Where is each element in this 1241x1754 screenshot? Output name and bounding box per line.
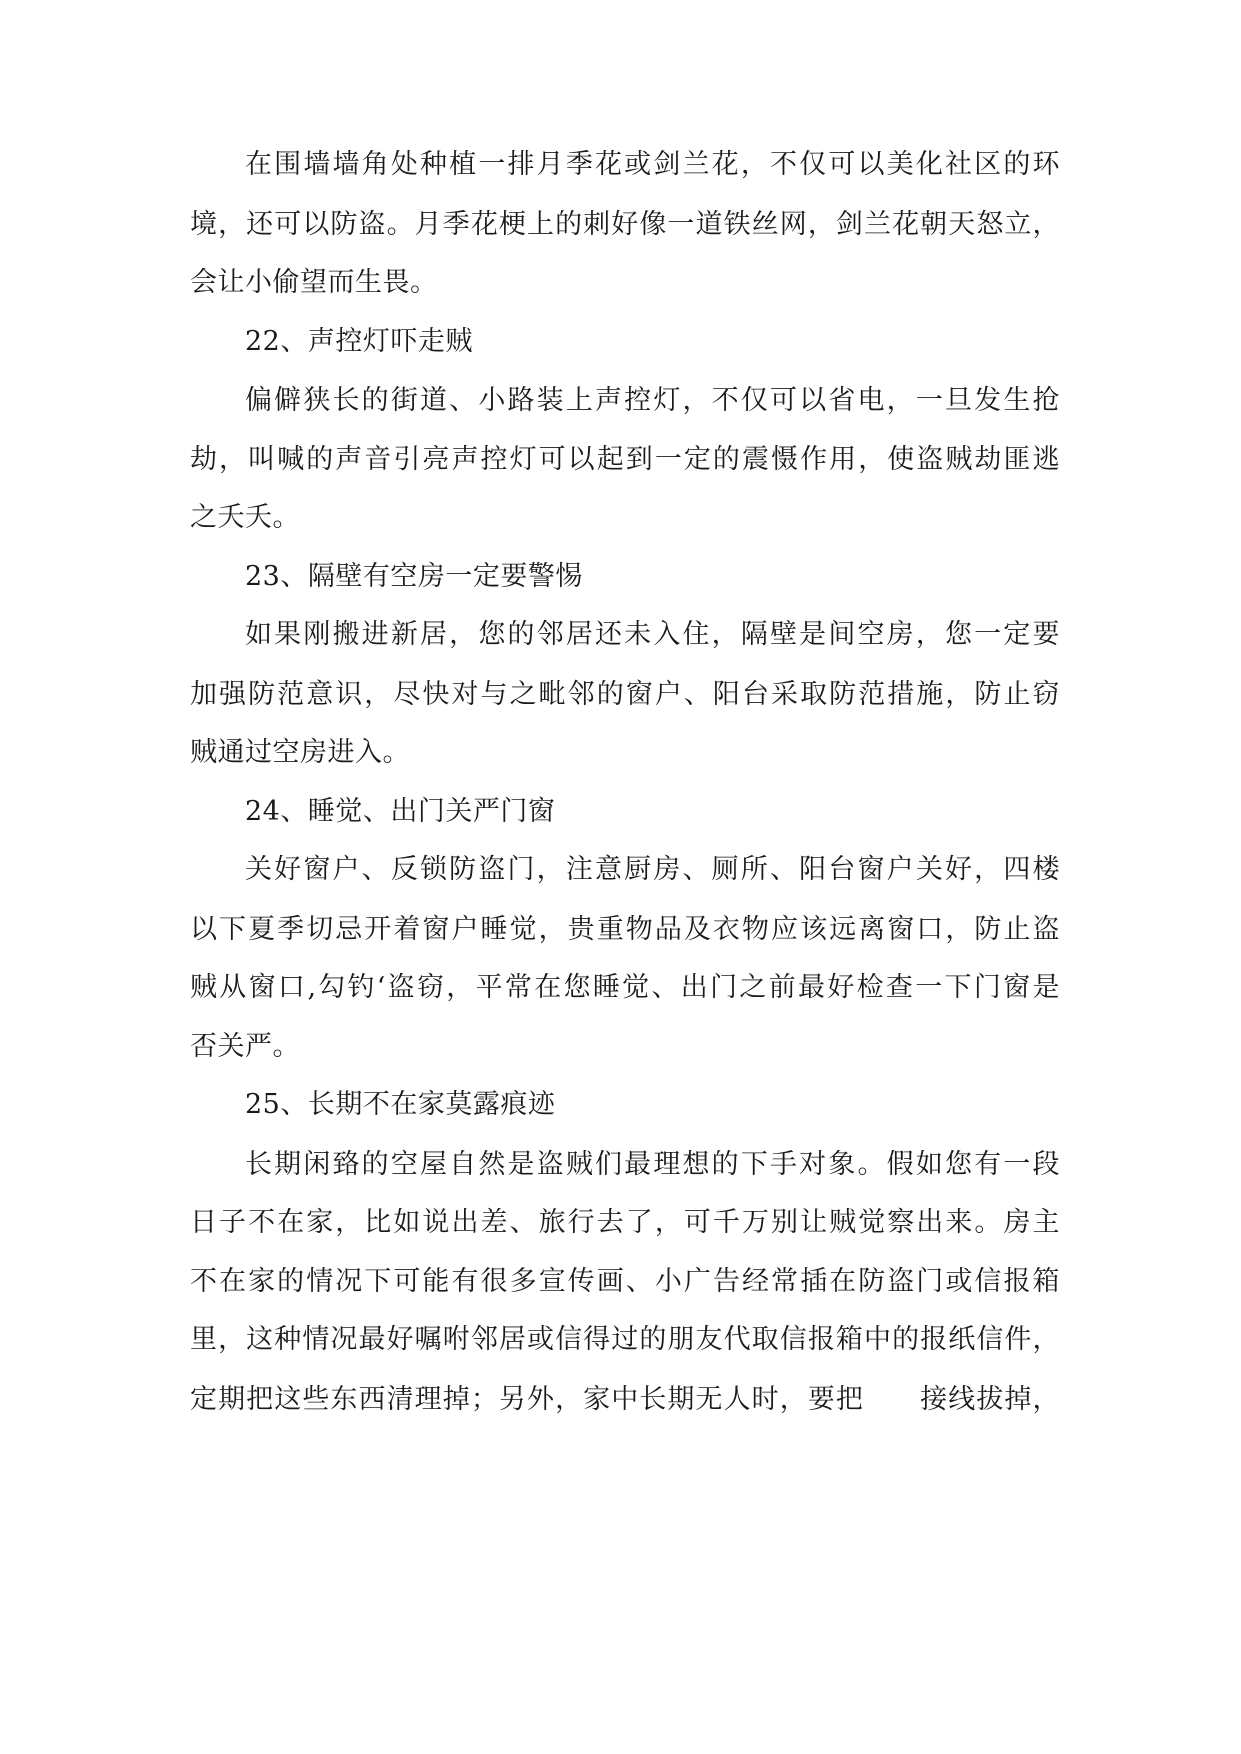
section-heading: 25、长期不在家莫露痕迹	[245, 1089, 556, 1120]
text-line: 会让小偷望而生畏。	[190, 267, 438, 298]
text-line: 劫，叫喊的声音引亮声控灯可以起到一定的震慑作用，使盗贼劫匪逃	[190, 444, 1060, 475]
section-heading: 24、睡觉、出门关严门窗	[245, 796, 556, 827]
text-line: 日子不在家，比如说出差、旅行去了，可千万别让贼觉察出来。房主	[190, 1207, 1060, 1238]
text-line: 贼通过空房进入。	[190, 737, 410, 768]
text-line: 偏僻狭长的街道、小路装上声控灯，不仅可以省电，一旦发生抢	[245, 385, 1060, 416]
text-line: 定期把这些东西清理掉；另外，家中长期无人时，要把 接线拔掉，	[190, 1384, 1060, 1415]
text-line: 如果刚搬进新居，您的邻居还未入住，隔壁是间空房，您一定要	[245, 619, 1060, 650]
section-heading: 22、声控灯吓走贼	[245, 326, 473, 357]
text-line: 否关严。	[190, 1031, 300, 1062]
text-line: 加强防范意识，尽快对与之毗邻的窗户、阳台采取防范措施，防止窃	[190, 679, 1060, 710]
text-line: 关好窗户、反锁防盗门，注意厨房、厕所、阳台窗户关好，四楼	[245, 854, 1060, 885]
text-line: 长期闲臵的空屋自然是盗贼们最理想的下手对象。假如您有一段	[245, 1149, 1060, 1180]
text-line: 以下夏季切忌开着窗户睡觉，贵重物品及衣物应该远离窗口，防止盗	[190, 914, 1060, 945]
section-heading: 23、隔壁有空房一定要警惕	[245, 561, 583, 592]
text-line: 在围墙墙角处种植一排月季花或剑兰花，不仅可以美化社区的环	[245, 149, 1060, 180]
text-line: 贼从窗口‚勾钓‘盗窃，平常在您睡觉、出门之前最好检查一下门窗是	[190, 972, 1060, 1003]
text-line: 之夭夭。	[190, 502, 300, 533]
text-line: 境，还可以防盗。月季花梗上的刺好像一道铁丝网，剑兰花朝天怒立，	[190, 209, 1060, 240]
text-line: 里，这种情况最好嘱咐邻居或信得过的朋友代取信报箱中的报纸信件，	[190, 1324, 1060, 1355]
text-line: 不在家的情况下可能有很多宣传画、小广告经常插在防盗门或信报箱	[190, 1266, 1060, 1297]
